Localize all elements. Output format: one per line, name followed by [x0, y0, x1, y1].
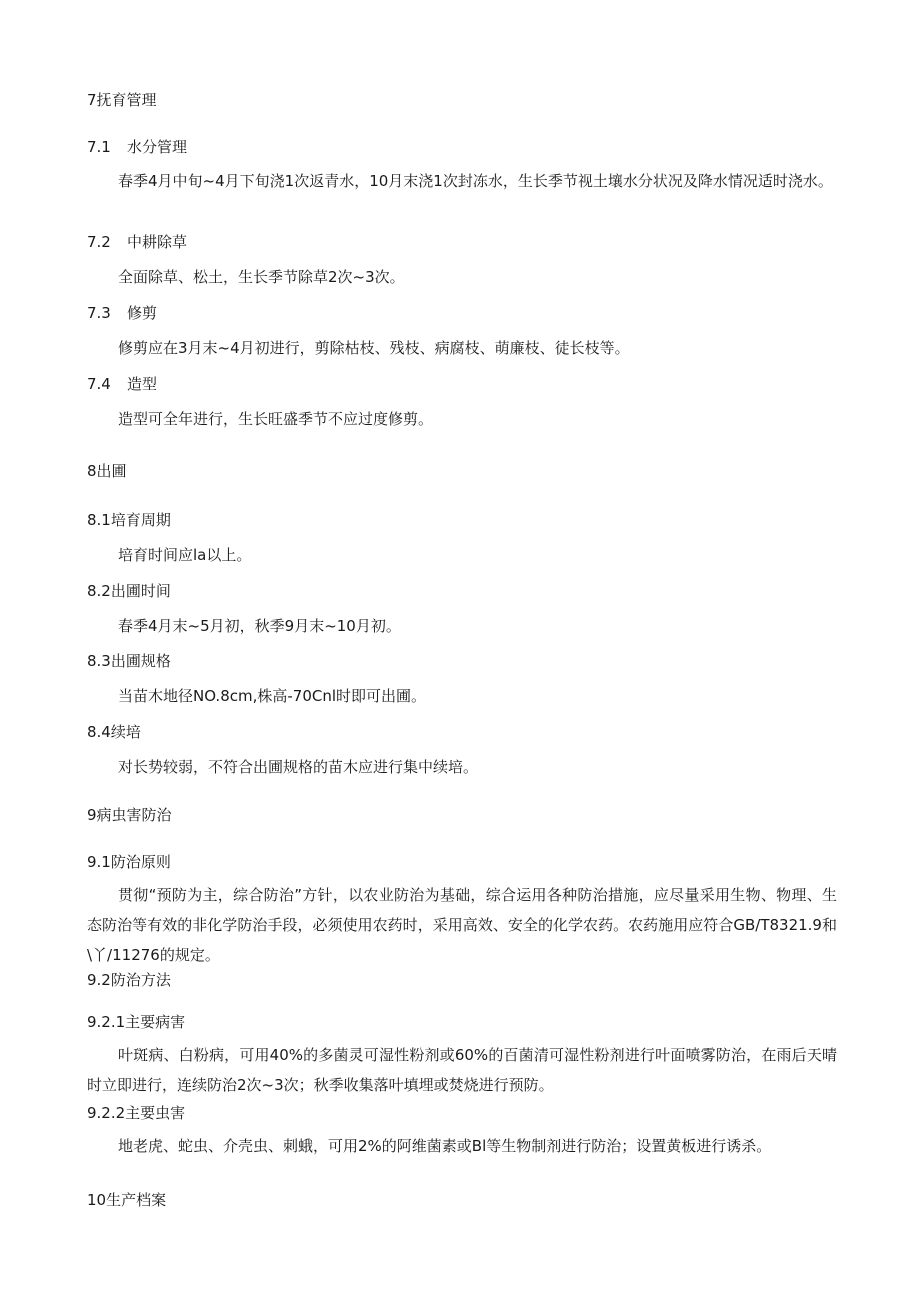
- subsection-heading-9-2-1: 9.2.1主要病害: [87, 1013, 186, 1031]
- paragraph-8-1: 培育时间应la以上。: [118, 546, 252, 564]
- paragraph-8-2: 春季4月末~5月初，秋季9月末~10月初。: [118, 617, 401, 635]
- paragraph-9-2-1: 叶斑病、白粉病，可用40%的多菌灵可湿性粉剂或60%的百菌清可湿性粉剂进行叶面喷雾防治，在雨后天晴时立即进行，连续防治2次~3次；秋季收集落叶填埋或焚烧进行预防。: [87, 1046, 837, 1094]
- section-heading-9: 9病虫害防治: [87, 806, 172, 824]
- subsection-title: 水分管理: [127, 138, 188, 156]
- paragraph-8-3: 当苗木地径NO.8cm,株高-70Cnl时即可出圃。: [118, 687, 427, 705]
- subsection-number: 7.4: [87, 375, 111, 393]
- paragraph-7-3: 修剪应在3月末~4月初进行，剪除枯枝、残枝、病腐枝、萌廉枝、徒长枝等。: [118, 339, 630, 357]
- paragraph-7-1: 春季4月中旬~4月下旬浇1次返青水，10月末浇1次封冻水，生长季节视土壤水分状况及降水情况适时浇水。: [118, 172, 833, 190]
- paragraph-8-4: 对长势较弱，不符合出圃规格的苗木应进行集中续培。: [118, 758, 479, 776]
- subsection-number: 7.3: [87, 304, 111, 322]
- paragraph-7-4: 造型可全年进行，生长旺盛季节不应过度修剪。: [118, 410, 434, 428]
- subsection-heading-8-3: 8.3出圃规格: [87, 652, 171, 670]
- section-heading-7: 7抚育管理: [87, 91, 157, 109]
- subsection-heading-7-3: [87, 303, 157, 323]
- subsection-heading-9-2: 9.2防治方法: [87, 971, 171, 989]
- subsection-title: 中耕除草: [127, 233, 188, 251]
- paragraph-9-1: 贯彻“预防为主，综合防治”方针，以农业防治为基础，综合运用各种防治措施，应尽量采用生物、物理、生态防治等有效的非化学防治手段，必须使用农药时，采用高效、安全的化学农药。农药施用应符合GB/T8321.9和\丫/11276的规定。: [87, 886, 837, 964]
- subsection-heading-7-2: [87, 232, 187, 252]
- subsection-number: 7.2: [87, 233, 111, 251]
- subsection-heading-7-1: [87, 137, 187, 157]
- section-heading-10: 10生产档案: [87, 1191, 167, 1209]
- section-heading-8: 8出圃: [87, 462, 127, 480]
- paragraph-9-2-2: 地老虎、蛇虫、介壳虫、刺蛾，可用2%的阿维菌素或Bl等生物制剂进行防治；设置黄板进行诱杀。: [118, 1137, 772, 1155]
- subsection-heading-9-2-2: 9.2.2主要虫害: [87, 1104, 186, 1122]
- subsection-heading-8-1: 8.1培育周期: [87, 511, 171, 529]
- paragraph-7-2: 全面除草、松土，生长季节除草2次~3次。: [118, 268, 405, 286]
- subsection-heading-8-4: 8.4续培: [87, 723, 141, 741]
- subsection-title: 造型: [127, 375, 158, 393]
- subsection-heading-8-2: 8.2出圃时间: [87, 582, 171, 600]
- subsection-heading-9-1: 9.1防治原则: [87, 853, 171, 871]
- subsection-number: 7.1: [87, 138, 111, 156]
- subsection-title: 修剪: [127, 304, 158, 322]
- subsection-heading-7-4: [87, 374, 157, 394]
